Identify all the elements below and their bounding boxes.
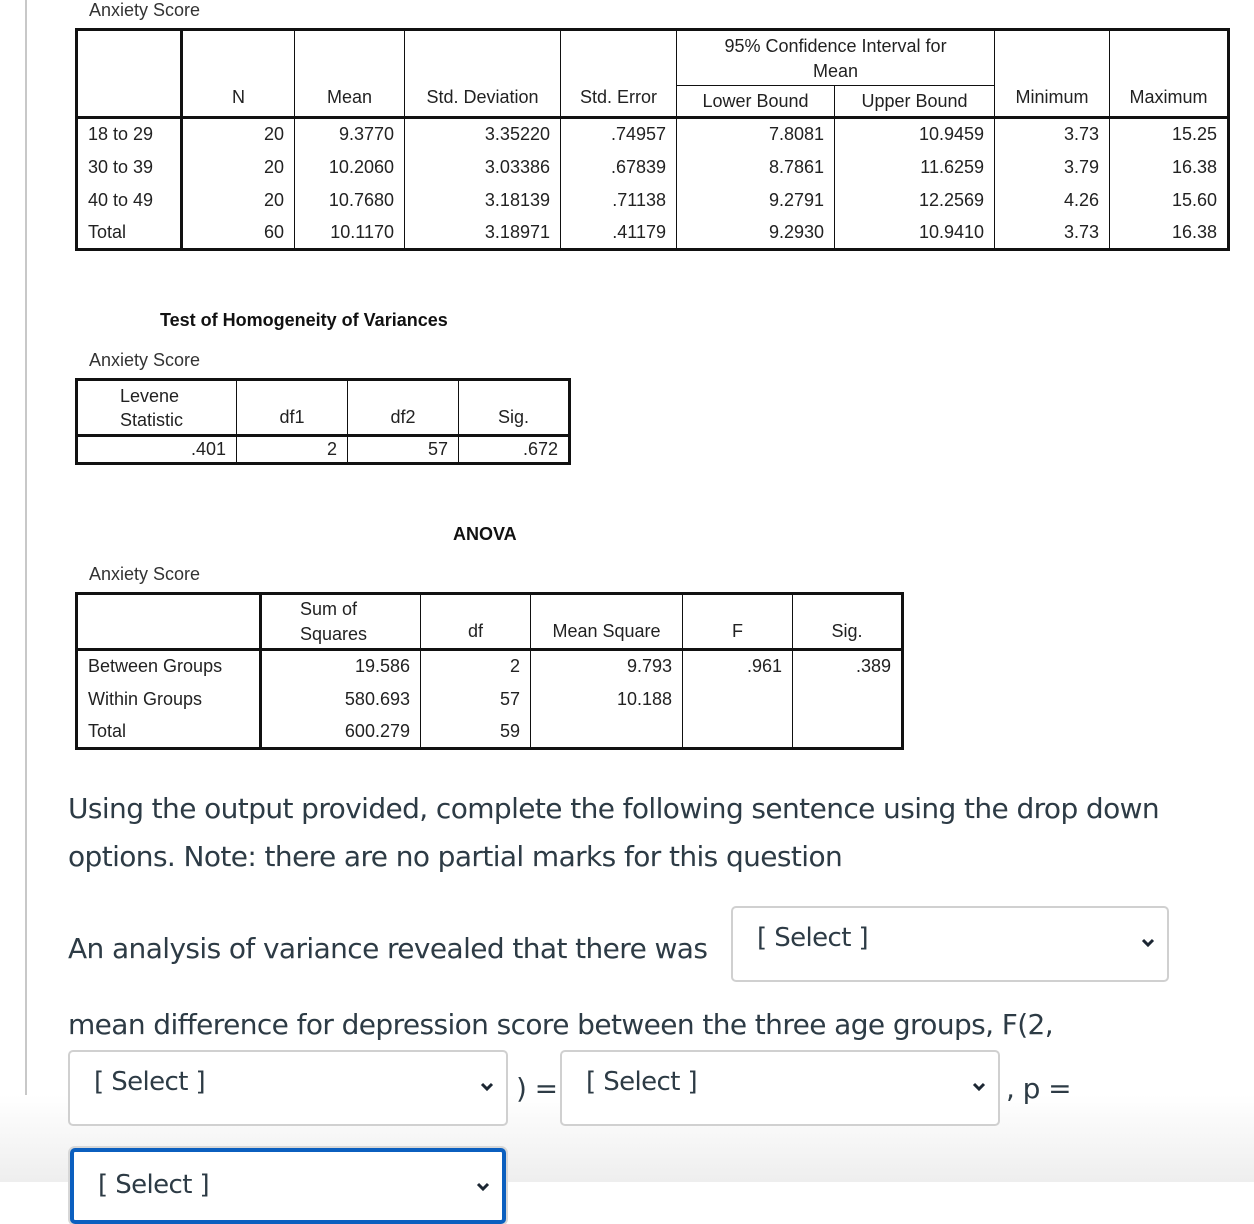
- cell-sig: [793, 683, 903, 716]
- header-std-dev: Std. Deviation: [405, 30, 561, 118]
- cell-max: 15.60: [1110, 184, 1229, 217]
- header-n: N: [182, 30, 295, 118]
- cell-f: [683, 683, 793, 716]
- cell-sig: [793, 716, 903, 749]
- cell-se: .67839: [561, 151, 677, 184]
- page-left-border: [25, 0, 27, 1182]
- cell-f: .961: [683, 650, 793, 683]
- anova-table: [75, 592, 904, 750]
- header-df2: df2: [348, 380, 459, 436]
- header-df1: df1: [237, 380, 348, 436]
- sentence-part-4: , p =: [1006, 1072, 1071, 1105]
- header-ci-line2: Mean: [812, 61, 859, 81]
- cell-min: 3.73: [995, 118, 1110, 151]
- dropdown-value: [ Select ]: [94, 1067, 206, 1097]
- header-sig: Sig.: [459, 380, 570, 436]
- cell-max: 16.38: [1110, 151, 1229, 184]
- row-label: 40 to 49: [88, 189, 154, 210]
- header-mean-square: Mean Square: [531, 594, 683, 650]
- header-lower-bound: Lower Bound: [677, 86, 835, 118]
- cell-n: 20: [182, 184, 295, 217]
- p-value-dropdown[interactable]: [70, 1148, 506, 1224]
- header-ci-line1: 95% Confidence Interval for: [724, 36, 947, 56]
- cell-ss: 580.693: [261, 683, 421, 716]
- cell-upper: 10.9410: [835, 217, 995, 250]
- chevron-down-icon: [1141, 936, 1155, 950]
- cell-sig: .672: [459, 436, 570, 464]
- cell-mean: 9.3770: [295, 118, 405, 151]
- sentence-part-2: mean difference for depression score between the three age groups, F(2,: [68, 1008, 1054, 1041]
- cell-upper: 12.2569: [835, 184, 995, 217]
- cell-ss: 19.586: [261, 650, 421, 683]
- table-row: [77, 716, 903, 749]
- cell-max: 15.25: [1110, 118, 1229, 151]
- dropdown-value: [ Select ]: [98, 1170, 210, 1200]
- chevron-down-icon: [476, 1180, 490, 1194]
- cell-n: 60: [182, 217, 295, 250]
- table-row: [77, 683, 903, 716]
- f-value-dropdown[interactable]: [560, 1050, 1000, 1126]
- cell-sd: 3.35220: [405, 118, 561, 151]
- dropdown-value: [ Select ]: [586, 1067, 698, 1097]
- header-levene-line1: Levene: [120, 385, 180, 406]
- cell-sd: 3.18971: [405, 217, 561, 250]
- cell-sd: 3.18139: [405, 184, 561, 217]
- row-label: Total: [88, 720, 127, 741]
- cell-min: 4.26: [995, 184, 1110, 217]
- cell-mean: 10.1170: [295, 217, 405, 250]
- cell-ms: 9.793: [531, 650, 683, 683]
- row-label: Between Groups: [88, 656, 223, 677]
- cell-df1: 2: [237, 436, 348, 464]
- header-ss-line2: Squares: [300, 623, 368, 644]
- header-std-err: Std. Error: [561, 30, 677, 118]
- cell-se: .71138: [561, 184, 677, 217]
- cell-mean: 10.2060: [295, 151, 405, 184]
- header-df: df: [421, 594, 531, 650]
- cell-df: 57: [421, 683, 531, 716]
- cell-f: [683, 716, 793, 749]
- cell-mean: 10.7680: [295, 184, 405, 217]
- cell-lower: 9.2930: [677, 217, 835, 250]
- table-row: [77, 650, 903, 683]
- sentence-part-3: ) =: [516, 1072, 558, 1105]
- instruction-line-1: Using the output provided, complete the following sentence using the drop down: [68, 792, 1160, 825]
- cell-lower: 8.7861: [677, 151, 835, 184]
- table-row: [77, 151, 1229, 184]
- homogeneity-title: Test of Homogeneity of Variances: [160, 310, 448, 330]
- header-minimum: Minimum: [995, 30, 1110, 118]
- cell-n: 20: [182, 118, 295, 151]
- anova-caption: Anxiety Score: [89, 564, 201, 584]
- cell-upper: 10.9459: [835, 118, 995, 151]
- cell-max: 16.38: [1110, 217, 1229, 250]
- cell-n: 20: [182, 151, 295, 184]
- cell-ss: 600.279: [261, 716, 421, 749]
- cell-levene: .401: [190, 439, 226, 459]
- cell-df2: 57: [348, 436, 459, 464]
- chevron-down-icon: [972, 1080, 986, 1094]
- table-row: [77, 217, 1229, 250]
- descriptives-caption: Anxiety Score: [89, 0, 201, 20]
- chevron-down-icon: [480, 1080, 494, 1094]
- row-label: 18 to 29: [77, 118, 182, 151]
- header-sig: Sig.: [793, 594, 903, 650]
- cell-min: 3.73: [995, 217, 1110, 250]
- homogeneity-table: [75, 378, 571, 465]
- df-dropdown[interactable]: [68, 1050, 508, 1126]
- cell-ms: [531, 716, 683, 749]
- table-row: [77, 436, 570, 464]
- cell-lower: 9.2791: [677, 184, 835, 217]
- significance-dropdown[interactable]: [731, 906, 1169, 982]
- anova-title: ANOVA: [453, 524, 517, 544]
- row-label: Total: [88, 221, 127, 242]
- dropdown-value: [ Select ]: [757, 923, 869, 953]
- header-maximum: Maximum: [1110, 30, 1229, 118]
- cell-sig: .389: [793, 650, 903, 683]
- row-label: 30 to 39: [88, 156, 154, 177]
- header-sum-of-squares: [261, 594, 421, 650]
- table-row: [77, 118, 1229, 151]
- cell-lower: 7.8081: [677, 118, 835, 151]
- cell-sd: 3.03386: [405, 151, 561, 184]
- header-ss-line1: Sum of: [300, 598, 358, 619]
- cell-df: 2: [421, 650, 531, 683]
- cell-se: .41179: [561, 217, 677, 250]
- cell-upper: 11.6259: [835, 151, 995, 184]
- homogeneity-caption: Anxiety Score: [89, 350, 201, 370]
- cell-ms: 10.188: [531, 683, 683, 716]
- cell-min: 3.79: [995, 151, 1110, 184]
- header-levene-line2: Statistic: [120, 409, 184, 430]
- header-blank: [77, 594, 261, 650]
- header-ci-group: [677, 30, 995, 86]
- instruction-line-2: options. Note: there are no partial marks for this question: [68, 840, 843, 873]
- table-row: [77, 184, 1229, 217]
- cell-se: .74957: [561, 118, 677, 151]
- header-upper-bound: Upper Bound: [835, 86, 995, 118]
- header-blank: [77, 30, 182, 118]
- header-mean: Mean: [295, 30, 405, 118]
- sentence-part-1: An analysis of variance revealed that there was: [68, 932, 708, 965]
- row-label: Within Groups: [88, 688, 203, 709]
- header-f: F: [683, 594, 793, 650]
- descriptives-table: [75, 28, 1230, 251]
- header-levene: [77, 380, 237, 436]
- cell-df: 59: [421, 716, 531, 749]
